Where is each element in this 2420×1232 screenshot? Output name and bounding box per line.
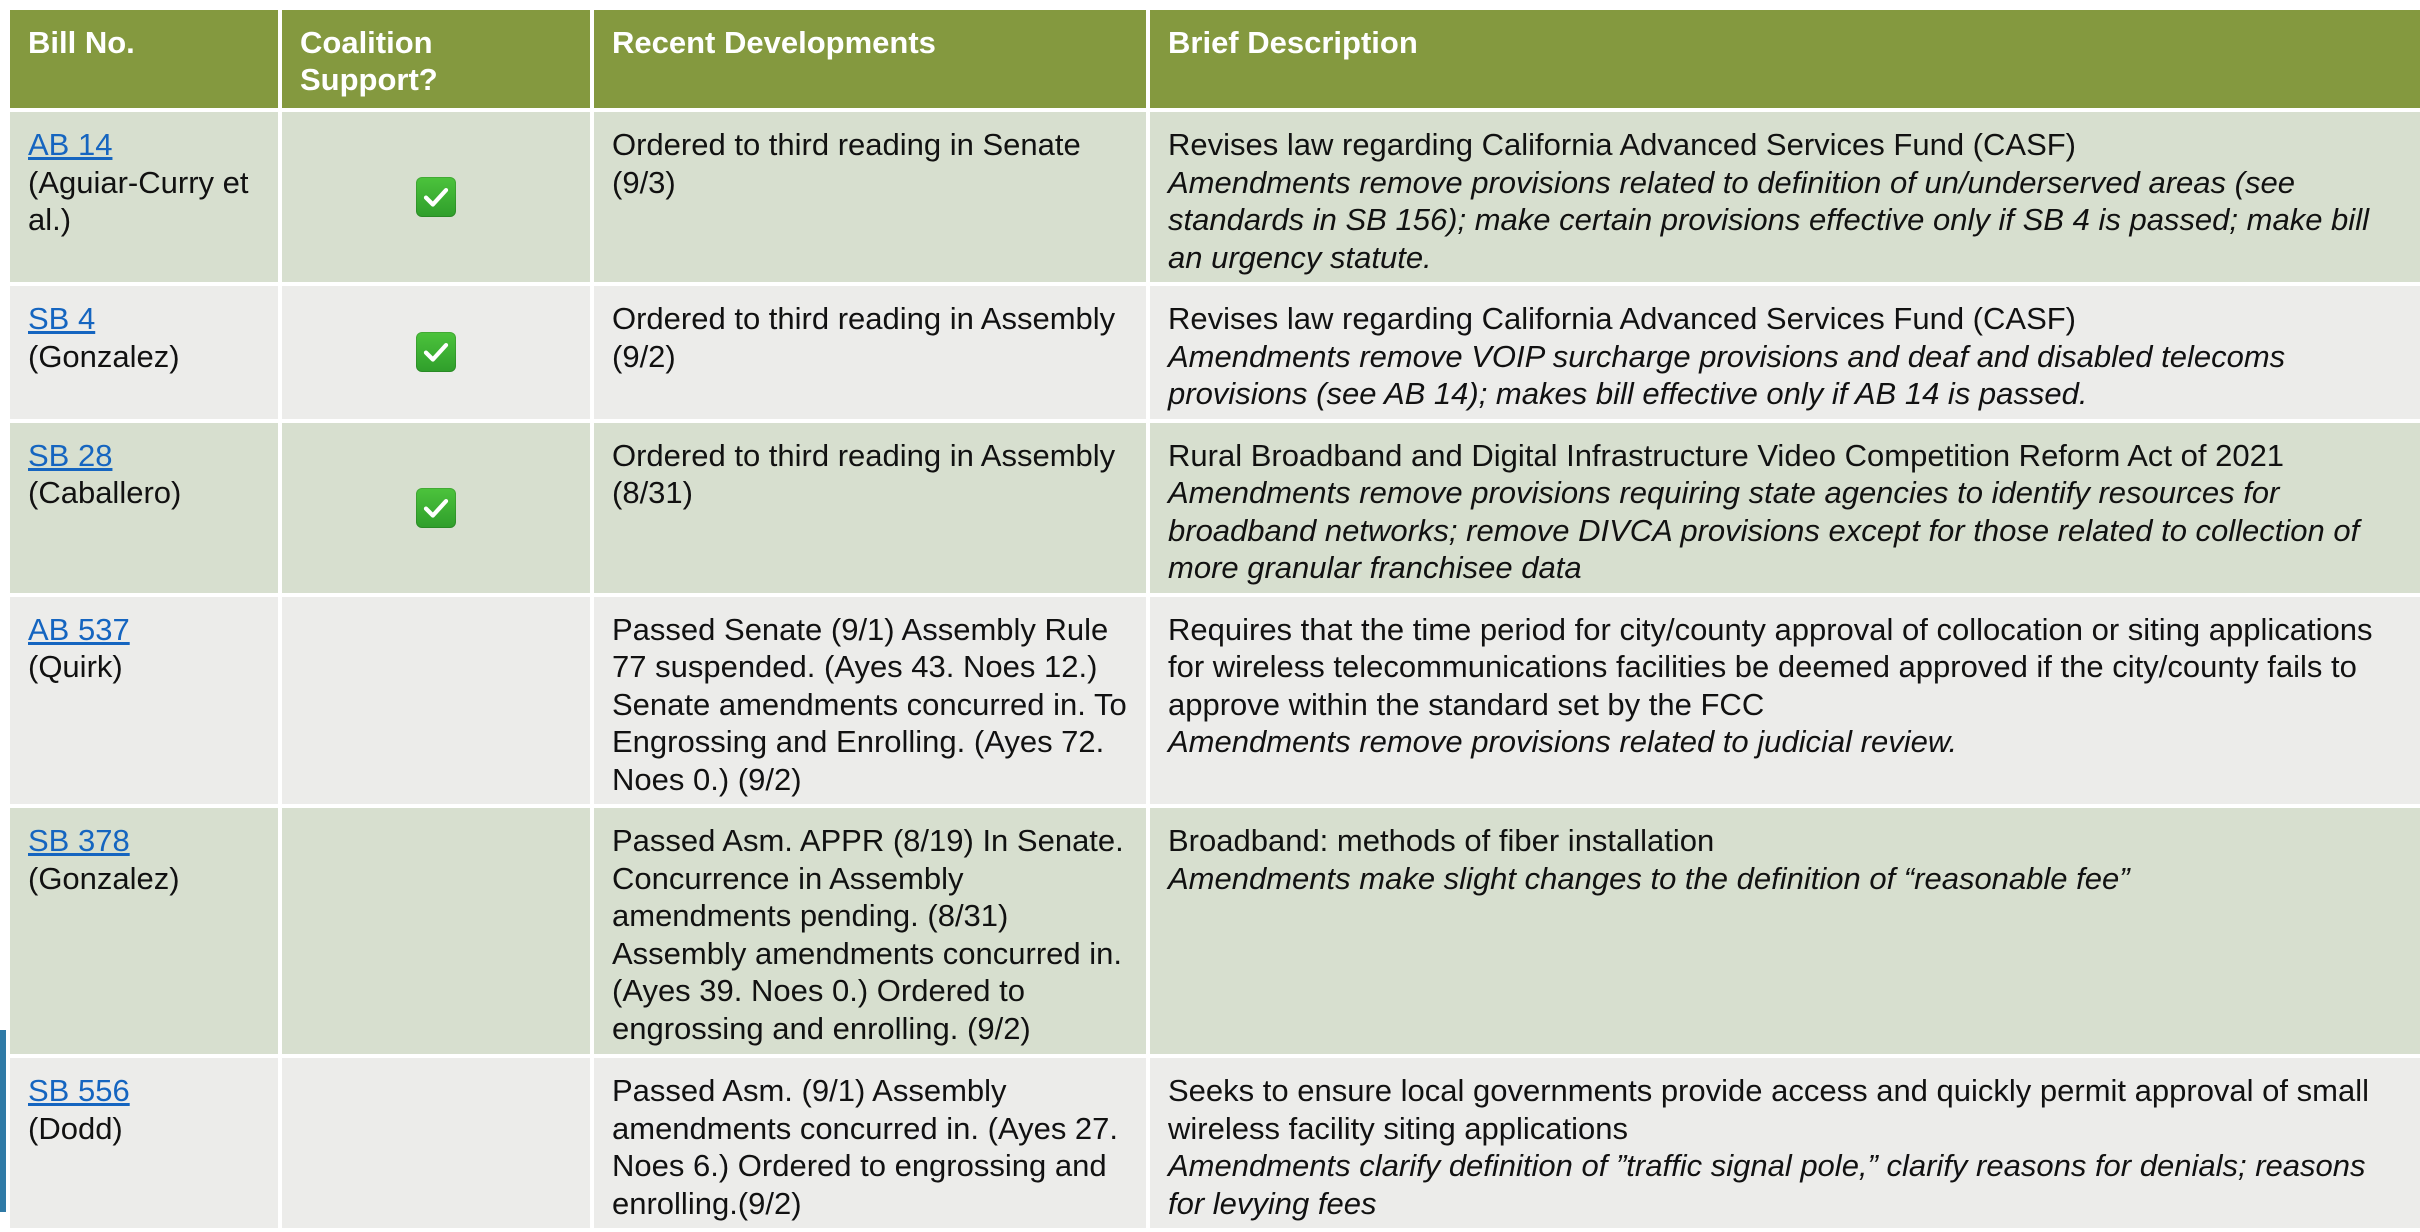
bill-cell	[8, 110, 280, 284]
header-recent-developments: Recent Developments	[592, 8, 1148, 110]
bill-cell	[8, 595, 280, 807]
amendments-text: Amendments clarify definition of ”traffic signal pole,” clarify reasons for denials; reasons for levying fees	[1168, 1148, 2366, 1221]
table-header-row	[8, 8, 2420, 110]
recent-developments-cell: Ordered to third reading in Assembly (8/31)	[592, 421, 1148, 595]
coalition-support-cell	[280, 806, 592, 1056]
description-text: Broadband: methods of fiber installation	[1168, 823, 1715, 858]
bill-cell	[8, 421, 280, 595]
header-coalition-support: Coalition Support?	[280, 8, 592, 110]
bill-sponsor: (Quirk)	[28, 649, 123, 684]
header-brief-description: Brief Description	[1148, 8, 2420, 110]
amendments-text: Amendments remove provisions requiring state agencies to identify resources for broadband networks; remove DIVCA provisions except for those related to collection of more granular franchisee data	[1168, 475, 2360, 585]
recent-developments-cell: Passed Asm. (9/1) Assembly amendments concurred in. (Ayes 27. Noes 6.) Ordered to engrossing and enrolling.(9/2)	[592, 1056, 1148, 1230]
check-mark-button-icon	[416, 177, 456, 217]
amendments-text: Amendments remove provisions related to definition of un/underserved areas (see standards in SB 156); make certain provisions effective only if SB 4 is passed; make bill an urgency statute.	[1168, 164, 2369, 275]
coalition-support-cell	[280, 1056, 592, 1230]
table-row	[8, 1056, 2420, 1230]
recent-developments-cell: Passed Senate (9/1) Assembly Rule 77 suspended. (Ayes 43. Noes 12.) Senate amendments concurred in. To Engrossing and Enrolling. (Ayes 72. Noes 0.) (9/2)	[592, 595, 1148, 807]
table-row	[8, 110, 2420, 284]
coalition-support-cell	[280, 421, 592, 595]
amendments-text: Amendments remove VOIP surcharge provisions and deaf and disabled telecoms provisions (see AB 14); makes bill effective only if AB 14 is passed.	[1168, 338, 2286, 411]
brief-description-cell	[1148, 421, 2420, 595]
bill-cell	[8, 1056, 280, 1230]
amendments-text: Amendments remove provisions related to judicial review.	[1168, 724, 1958, 759]
bill-sponsor: (Dodd)	[28, 1110, 123, 1146]
brief-description-cell	[1148, 806, 2420, 1056]
description-text: Requires that the time period for city/county approval of collocation or siting applications for wireless telecommunications facilities be deemed approved if the city/county fails to approve within the standard set by the FCC	[1168, 611, 2373, 722]
bill-link-sb-378[interactable]: SB 378	[28, 823, 130, 858]
bill-table	[6, 6, 2420, 1232]
bill-link-sb-4[interactable]: SB 4	[28, 301, 96, 336]
table-row	[8, 284, 2420, 421]
description-text: Rural Broadband and Digital Infrastructure Video Competition Reform Act of 2021	[1168, 437, 2285, 473]
recent-developments-cell: Passed Asm. APPR (8/19) In Senate. Concurrence in Assembly amendments pending. (8/31) Assembly amendments concurred in. (Ayes 39. Noes 0.) Ordered to engrossing and enrolling. (9/2)	[592, 806, 1148, 1056]
header-bill-no: Bill No.	[8, 8, 280, 110]
brief-description-cell	[1148, 595, 2420, 807]
bill-cell	[8, 806, 280, 1056]
bill-sponsor: (Aguiar-Curry et al.)	[28, 164, 249, 237]
amendments-text: Amendments make slight changes to the definition of “reasonable fee”	[1168, 860, 2130, 896]
coalition-support-cell	[280, 110, 592, 284]
brief-description-cell	[1148, 284, 2420, 421]
bill-link-sb-28[interactable]: SB 28	[28, 437, 113, 473]
coalition-support-cell	[280, 595, 592, 807]
table-row	[8, 806, 2420, 1056]
brief-description-cell	[1148, 110, 2420, 284]
description-text: Seeks to ensure local governments provide access and quickly permit approval of small wireless facility siting applications	[1168, 1073, 2369, 1146]
bill-sponsor: (Gonzalez)	[28, 338, 180, 374]
check-mark-button-icon	[416, 488, 456, 528]
bill-link-sb-556[interactable]: SB 556	[28, 1073, 130, 1108]
table-row	[8, 421, 2420, 595]
brief-description-cell	[1148, 1056, 2420, 1230]
bill-link-ab-537[interactable]: AB 537	[28, 611, 130, 647]
coalition-support-cell	[280, 284, 592, 421]
description-text: Revises law regarding California Advanced Services Fund (CASF)	[1168, 127, 2077, 162]
recent-developments-cell: Ordered to third reading in Assembly (9/2)	[592, 284, 1148, 421]
bill-sponsor: (Caballero)	[28, 475, 182, 510]
description-text: Revises law regarding California Advanced Services Fund (CASF)	[1168, 301, 2077, 336]
bill-sponsor: (Gonzalez)	[28, 860, 180, 896]
bill-cell	[8, 284, 280, 421]
table-row	[8, 595, 2420, 807]
bill-link-ab-14[interactable]: AB 14	[28, 127, 113, 162]
recent-developments-cell: Ordered to third reading in Senate (9/3)	[592, 110, 1148, 284]
check-mark-button-icon	[416, 332, 456, 372]
